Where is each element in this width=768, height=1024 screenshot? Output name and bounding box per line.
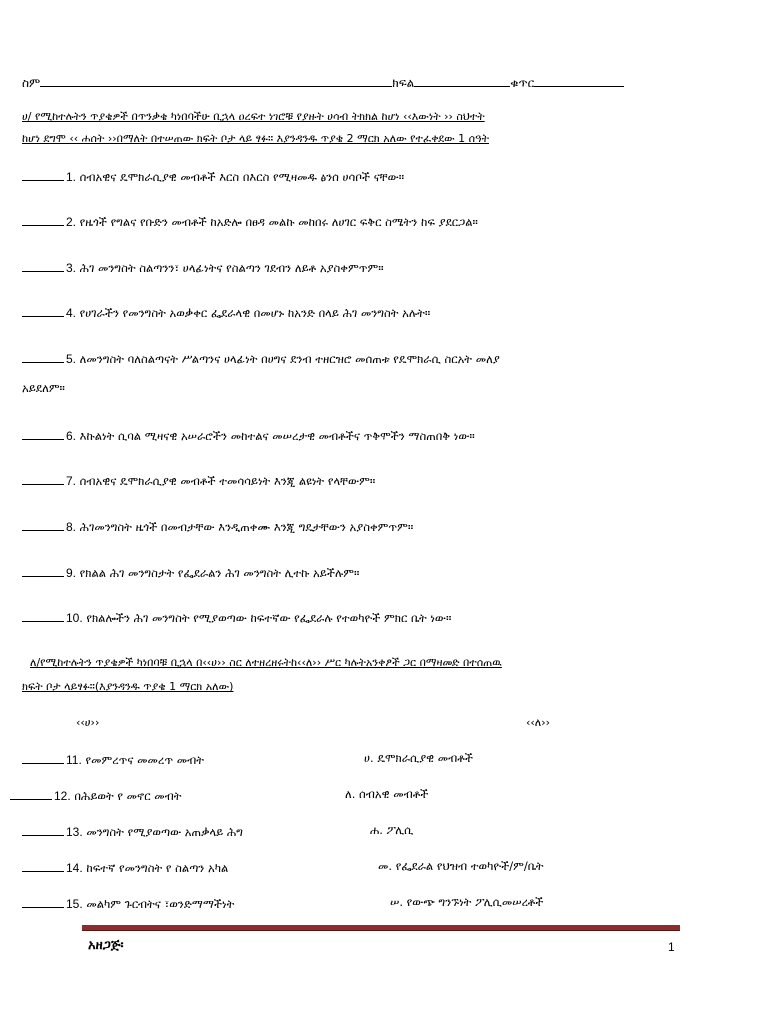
question-number: 5. <box>66 352 77 366</box>
answer-blank[interactable] <box>22 304 64 317</box>
answer-blank[interactable] <box>22 168 64 181</box>
item-number: 15. <box>66 897 83 911</box>
question-text: ለመንግስት ባለስልጣናት ሥልጣንና ሀላፊነት በሀግና ደንብ ተዘርዝሮ መሰጠቱ የዴሞክራሲ ስርአት መለያ <box>79 352 500 366</box>
item-number: 14. <box>66 861 83 875</box>
question-7 <box>22 472 375 489</box>
answer-blank[interactable] <box>22 259 64 272</box>
item-left-text: ከፍተኛ የመንግስት የ ስልጣን አካል <box>86 861 229 875</box>
question-text: ሕገመንግስት ዜጎች በመብታቸው እንዲጠቀሙ እንጂ ግዴታቸውን አያስቀምጥም። <box>79 520 414 534</box>
item-left-text: የመምረጥና መመረጥ መብት <box>85 753 205 767</box>
option-d: መ. የፌደራል የህዝብ ተወካዮች/ም/ቤት <box>378 859 544 873</box>
item-number: 12. <box>54 789 71 803</box>
option-a: ሀ. ዴሞክራሲያዊ መብቶች <box>364 751 473 765</box>
question-text: የዜጎች የግልና የቡድን መብቶች ከአድሎ በፀዳ መልኩ መከበሩ ለሀገር ፍቅር ስሜትን ከፍ ያደርጋል። <box>79 215 478 229</box>
question-text: ሰብአዊና ዴሞክራሲያዊ መብቶች ተመሳሳይነት እንጂ ልዩነት የላቸውም። <box>79 474 376 488</box>
section-blank[interactable] <box>414 74 510 87</box>
part-a-instruction-line1: ሀ/ የሚከተሉትን ጥያቄዎች በጥንቃቄ ካነበባችሁ ቢኋላ ዐረፍተ ነገሮቹ የያዙት ሀሳብ ትክክል ከሆነ ‹‹እውነት ›› ስህተት <box>22 110 485 123</box>
answer-blank[interactable] <box>10 787 52 800</box>
number-blank[interactable] <box>534 74 624 87</box>
question-1 <box>22 168 404 185</box>
name-label: ስም <box>22 76 41 90</box>
answer-blank[interactable] <box>22 427 64 440</box>
question-number: 10. <box>66 611 83 625</box>
option-c: ሐ. ፖሊሲ <box>370 823 414 837</box>
question-number: 1. <box>66 170 77 184</box>
question-5-continuation: አይደለም። <box>22 381 65 395</box>
option-e: ሠ. የውጭ ግንኙነት ፖሊሲመሠረቶች <box>390 895 544 909</box>
answer-blank[interactable] <box>22 564 64 577</box>
answer-blank[interactable] <box>22 751 64 764</box>
answer-blank[interactable] <box>22 472 64 485</box>
question-text: የክልሎችን ሕገ መንግስት የሚያወጣው ከፍተኛው የፌደራሉ የተወካዮች ምክር ቤት ነው። <box>86 611 452 625</box>
question-text: ሕገ መንግስት ስልጣንን፣ ሀላፊነትና የስልጣን ገደብን ለይቶ አያስቀምጥም። <box>79 261 384 275</box>
question-number: 8. <box>66 520 77 534</box>
column-b-header: ‹‹ለ›› <box>526 716 551 729</box>
section-label: ክፍል <box>392 76 415 90</box>
question-number: 2. <box>66 215 77 229</box>
answer-blank[interactable] <box>22 213 64 226</box>
student-info-line <box>22 74 624 91</box>
part-b-instruction-line1: ለ/የሚከተሉትን ጥያቄዎች ካነበባቹ ቢኋላ በ‹‹ሀ›› ስር ለተዘረዘሩትከ‹‹ለ›› ሥር ካሉትአንቀፆች ጋር በማዛመድ በተሰጠዉ <box>30 656 502 669</box>
answer-blank[interactable] <box>22 609 64 622</box>
question-number: 9. <box>66 566 77 580</box>
question-text: የክልል ሕገ መንግስታት የፌደራልን ሕገ መንግስት ሊተኩ አይችሉም። <box>79 566 360 580</box>
part-a-instruction-line2: ከሆነ ደግሞ ‹‹ ሐሰት ››በማለት በተሠጠው ክፍት ቦታ ላይ ፃፉ። እያንዳንዱ ጥያቄ 2 ማርክ አለው የተፈቀደው 1 ሰዓት <box>22 132 489 145</box>
name-blank[interactable] <box>40 74 392 87</box>
answer-blank[interactable] <box>22 518 64 531</box>
question-text: ሰብአዊና ዴሞክራሲያዊ መብቶች እርስ በእርስ የሚዛመዱ ፅንሰ ሀሳቦች ናቸው። <box>79 170 405 184</box>
item-left-text: መንግስት የሚያወጣው አጠቃላይ ሕግ <box>86 825 243 839</box>
matching-item-15 <box>22 895 234 912</box>
question-3 <box>22 259 384 276</box>
question-9 <box>22 564 359 581</box>
part-b-instruction-line2: ክፍት ቦታ ላይፃፉ።(እያንዳንዱ ጥያቄ 1 ማርክ አለው) <box>22 680 234 693</box>
question-5 <box>22 350 500 367</box>
answer-blank[interactable] <box>22 350 64 363</box>
column-a-header: ‹‹ሀ›› <box>76 716 100 729</box>
question-number: 3. <box>66 261 77 275</box>
item-number: 13. <box>66 825 83 839</box>
question-number: 6. <box>66 429 77 443</box>
answer-blank[interactable] <box>22 895 64 908</box>
answer-blank[interactable] <box>22 823 64 836</box>
item-number: 11. <box>66 753 82 767</box>
question-number: 4. <box>66 306 77 320</box>
question-8 <box>22 518 413 535</box>
number-label: ቁጥር <box>510 76 535 90</box>
answer-blank[interactable] <box>22 859 64 872</box>
question-10 <box>22 609 451 626</box>
question-6 <box>22 427 475 444</box>
matching-item-14 <box>22 859 228 876</box>
item-left-text: መልካም ጉርብትና ፣ወንድማማችነት <box>86 897 235 911</box>
question-number: 7. <box>66 474 77 488</box>
footer-divider <box>82 925 680 931</box>
matching-item-11 <box>22 751 204 768</box>
matching-item-13 <box>22 823 243 840</box>
matching-item-12 <box>10 787 182 804</box>
preparer-label: አዘጋጅ፡ <box>88 938 124 953</box>
question-text: የሀገራችን የመንግስት አወቃቀር ፌደራላዊ በመሆኑ ከአንድ በላይ ሕገ መንግስት አሉት። <box>79 306 431 320</box>
page-number: 1 <box>668 940 675 954</box>
question-text: እኩልነት ሲባል ሚዛናዊ አሠራሮችን መከተልና መሠረታዊ መብቶችና ጥቅሞችን ማስጠበቅ ነው። <box>79 429 475 443</box>
question-2 <box>22 213 478 230</box>
question-4 <box>22 304 430 321</box>
option-b: ለ. ሰብአዊ መብቶች <box>345 787 429 801</box>
item-left-text: በሕይወት የ መኖር መብት <box>74 789 182 803</box>
